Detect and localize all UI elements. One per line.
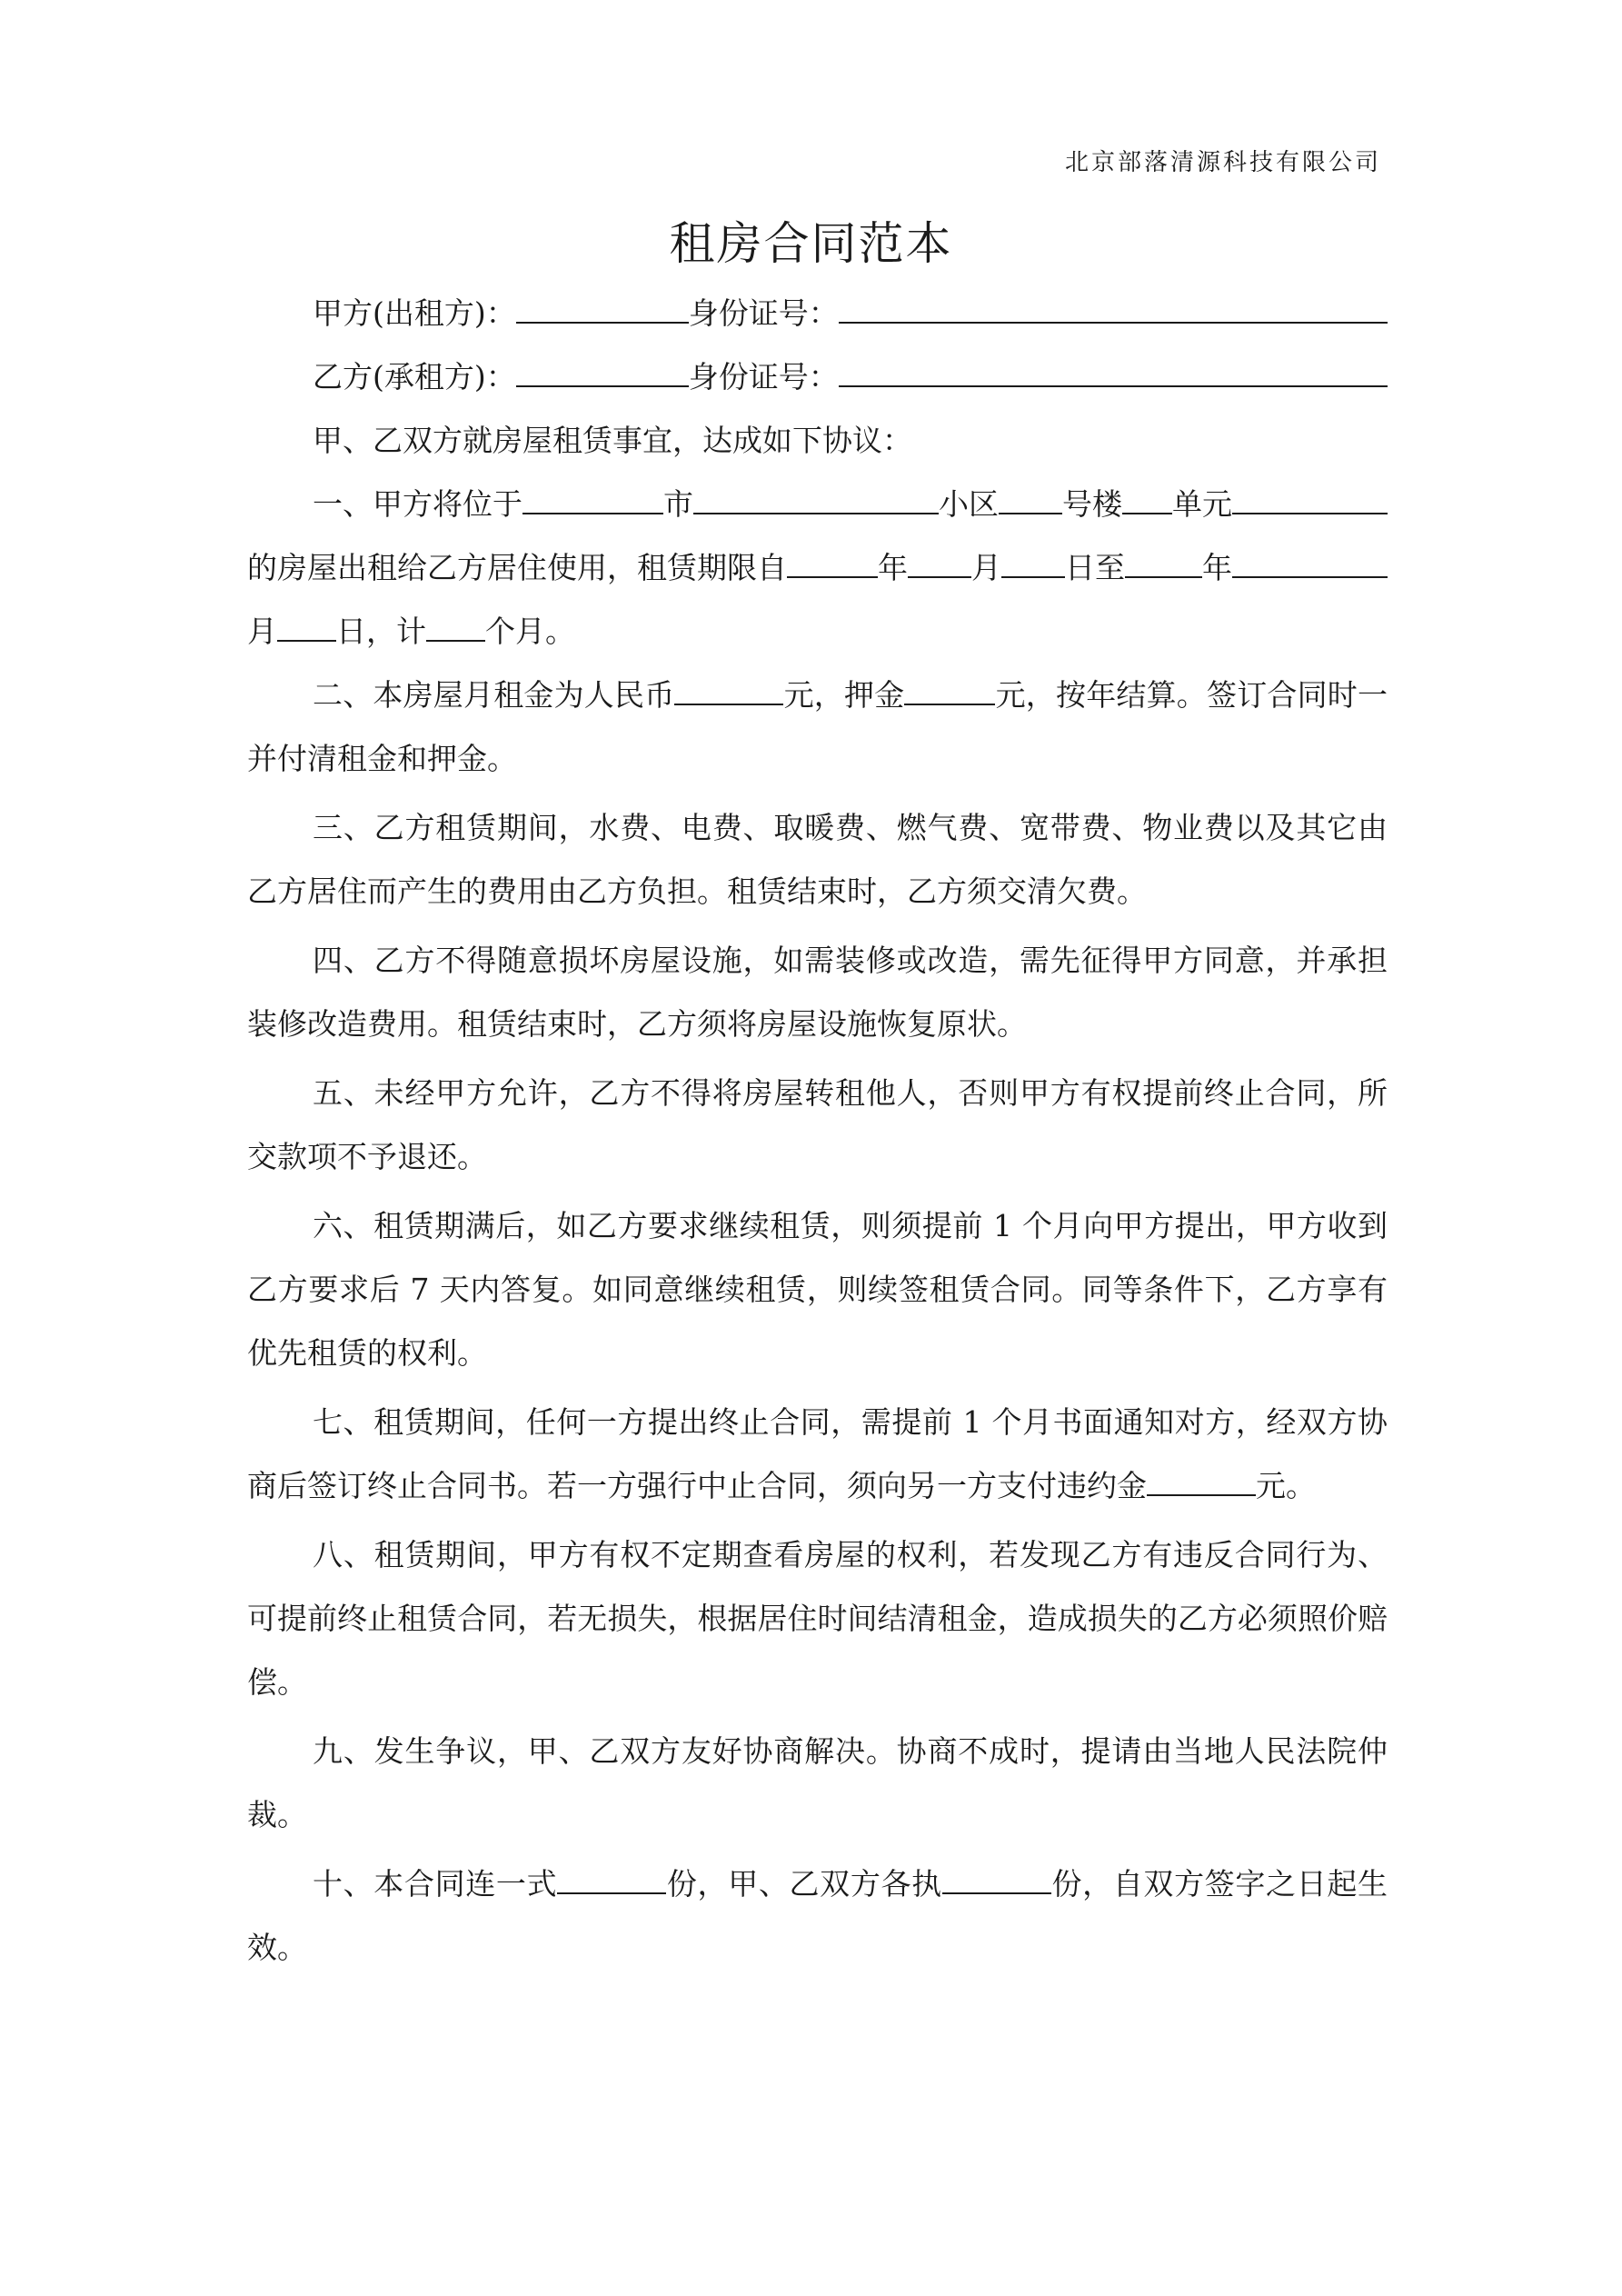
clause-10-each-label: 份，甲、乙双方各执 [666,1866,942,1902]
each-copies-blank[interactable] [942,1865,1051,1894]
clause-1-line-1 [313,473,1388,536]
clause-2-deposit-label: 元，押金 [783,677,905,713]
clause-2-settlement: 元，按年结算。签订合同时一并付清租金和押金。 [247,677,1388,776]
company-name: 北京部落清源科技有限公司 [1064,149,1381,176]
clause-6: 六、租赁期满后，如乙方要求继续租赁，则须提前 1 个月向甲方提出，甲方收到乙方要求后 7 天内答复。如同意继续租赁，则续签租赁合同。同等条件下，乙方享有优先租赁的权利。 [247,1208,1388,1371]
clause-10-effective: 份，自双方签字之日起生效。 [247,1866,1388,1965]
city-label: 市 [663,486,693,522]
party-b-row [313,345,1388,409]
months-count-blank[interactable] [426,613,485,642]
clause-1-line-3 [247,600,1388,664]
intro-line [313,409,1388,473]
day-to-label: 日至 [1065,550,1125,585]
clause-10 [247,1852,1388,1980]
end-month-blank[interactable] [1232,549,1388,578]
clause-1-prefix: 一、甲方将位于 [313,486,522,522]
party-b-label: 乙方(承租方)： [313,359,516,394]
building-blank[interactable] [999,485,1062,514]
copies-blank[interactable] [557,1865,666,1894]
party-a-row [313,282,1388,345]
community-blank[interactable] [693,485,939,514]
clause-2-rent-label: 二、本房屋月租金为人民币 [313,677,675,713]
party-b-name-blank[interactable] [516,358,689,387]
unit-blank[interactable] [1122,485,1172,514]
clause-5: 五、未经甲方允许，乙方不得将房屋转租他人，否则甲方有权提前终止合同，所交款项不予退还。 [247,1075,1388,1174]
clause-2 [247,664,1388,791]
community-label: 小区 [939,486,999,522]
months-label: 个月。 [485,614,575,649]
penalty-blank[interactable] [1147,1467,1256,1496]
rent-blank[interactable] [674,676,783,705]
clause-7-yuan: 元。 [1256,1468,1316,1503]
clause-4: 四、乙方不得随意损坏房屋设施，如需装修或改造，需先征得甲方同意，并承担装修改造费用。租赁结束时，乙方须将房屋设施恢复原状。 [247,943,1388,1042]
contract-body [247,282,1388,1985]
party-a-id-label: 身份证号： [688,295,839,331]
end-year-blank[interactable] [1125,549,1202,578]
clause-3: 三、乙方租赁期间，水费、电费、取暖费、燃气费、宽带费、物业费以及其它由乙方居住而产生的费用由乙方负担。租赁结束时，乙方须交清欠费。 [247,810,1388,909]
room-blank[interactable] [1232,485,1388,514]
clause-7-text: 七、租赁期间，任何一方提出终止合同，需提前 1 个月书面通知对方，经双方协商后签订终止合同书。若一方强行中止合同，须向另一方支付违约金 [247,1404,1388,1503]
party-a-id-blank[interactable] [839,294,1388,324]
day-count-label: 日，计 [336,614,426,649]
month-label: 月 [971,550,1001,585]
deposit-blank[interactable] [904,676,995,705]
party-b-id-label: 身份证号： [688,359,839,394]
lease-term-label: 的房屋出租给乙方居住使用，租赁期限自 [247,550,787,585]
start-day-blank[interactable] [1001,549,1065,578]
intro-text: 甲、乙双方就房屋租赁事宜，达成如下协议： [313,423,912,458]
city-blank[interactable] [522,485,663,514]
clause-10-copies-label: 十、本合同连一式 [313,1866,558,1902]
start-year-blank[interactable] [787,549,878,578]
clause-7 [247,1391,1388,1518]
start-month-blank[interactable] [908,549,971,578]
unit-label: 单元 [1172,486,1232,522]
party-a-name-blank[interactable] [516,294,689,324]
year-label: 年 [878,550,908,585]
building-label: 号楼 [1062,486,1122,522]
clause-1-line-2 [247,536,1388,600]
end-year-label: 年 [1202,550,1232,585]
clause-8: 八、租赁期间，甲方有权不定期查看房屋的权利，若发现乙方有违反合同行为、可提前终止租赁合同，若无损失，根据居住时间结清租金，造成损失的乙方必须照价赔偿。 [247,1537,1388,1700]
end-month-label: 月 [247,614,277,649]
party-b-id-blank[interactable] [839,358,1388,387]
clause-9: 九、发生争议，甲、乙双方友好协商解决。协商不成时，提请由当地人民法院仲裁。 [247,1733,1388,1832]
end-day-blank[interactable] [277,613,336,642]
page-title: 租房合同范本 [669,217,953,270]
party-a-label: 甲方(出租方)： [313,295,516,331]
